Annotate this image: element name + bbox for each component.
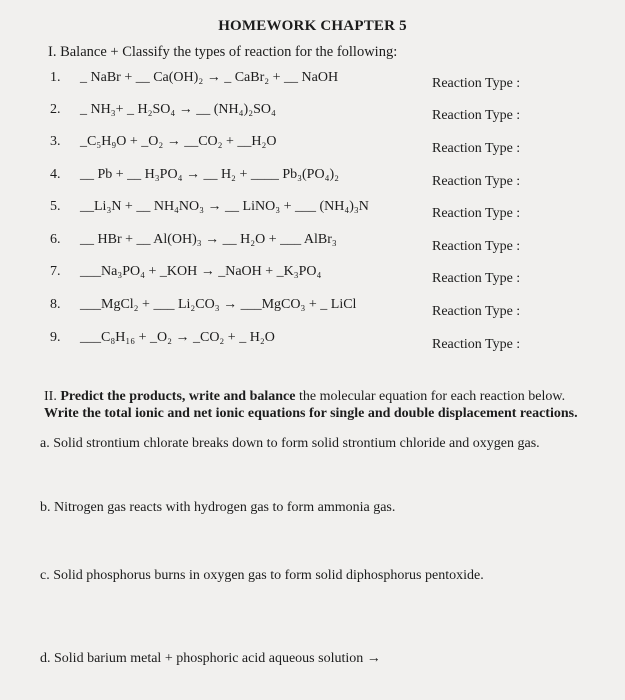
reaction-type-label-1: Reaction Type : bbox=[432, 76, 521, 91]
question-a: a. Solid strontium chlorate breaks down to form solid strontium chloride and oxygen gas. bbox=[40, 436, 540, 451]
reaction-type-label-2: Reaction Type : bbox=[432, 108, 521, 123]
reaction-number: 5. bbox=[50, 199, 61, 214]
reaction-equation: __ HBr + __ Al(OH)₃ → __ H₂O + ___ AlBr₃ bbox=[80, 232, 337, 247]
reaction-2 bbox=[50, 102, 276, 118]
reaction-9 bbox=[50, 330, 275, 346]
reaction-type-label-7: Reaction Type : bbox=[432, 271, 521, 286]
reaction-type-label-5: Reaction Type : bbox=[432, 206, 521, 221]
reaction-equation: ___MgCl₂ + ___ Li₂CO₃ → ___MgCO₃ + _ LiCl bbox=[80, 297, 357, 312]
reaction-1 bbox=[50, 70, 338, 86]
reaction-number: 4. bbox=[50, 167, 61, 182]
reaction-equation: __Li₃N + __ NH₄NO₃ → __ LiNO₃ + ___ (NH₄)₃N bbox=[80, 199, 369, 214]
section2-line2-b: for single and double displacement reactions. bbox=[308, 406, 578, 421]
reaction-number: 1. bbox=[50, 70, 61, 85]
reaction-number: 7. bbox=[50, 264, 61, 279]
reaction-type-label-6: Reaction Type : bbox=[432, 239, 521, 254]
reaction-8 bbox=[50, 297, 356, 313]
reaction-number: 3. bbox=[50, 134, 61, 149]
reaction-type-label-9: Reaction Type : bbox=[432, 337, 521, 352]
reaction-type-label-3: Reaction Type : bbox=[432, 141, 521, 156]
section2-prefix: II. bbox=[44, 389, 61, 404]
reaction-equation: ___Na₃PO₄ + _KOH → _NaOH + _K₃PO₄ bbox=[80, 264, 322, 279]
reaction-equation: _ NaBr + __ Ca(OH)₂ → _ CaBr₂ + __ NaOH bbox=[80, 70, 339, 85]
reaction-equation: _C₅H₉O + _O₂ → __CO₂ + __H₂O bbox=[80, 134, 277, 149]
reaction-number: 9. bbox=[50, 330, 61, 345]
question-b: b. Nitrogen gas reacts with hydrogen gas to form ammonia gas. bbox=[40, 500, 396, 515]
reaction-type-label-4: Reaction Type : bbox=[432, 174, 521, 189]
reaction-6 bbox=[50, 232, 337, 248]
question-d: d. Solid barium metal + phosphoric acid aqueous solution → bbox=[40, 651, 381, 666]
page-title: HOMEWORK CHAPTER 5 bbox=[218, 18, 407, 34]
section2-instructions bbox=[44, 388, 614, 422]
reaction-number: 8. bbox=[50, 297, 61, 312]
section2-bold-instruction: Predict the products, write and balance bbox=[60, 389, 296, 404]
reaction-equation: __ Pb + __ H₃PO₄ → __ H₂ + ____ Pb₃(PO₄)₂ bbox=[80, 167, 339, 182]
reaction-type-label-8: Reaction Type : bbox=[432, 304, 521, 319]
reaction-number: 2. bbox=[50, 102, 61, 117]
reaction-equation: _ NH₃+ _ H₂SO₄ → __ (NH₄)₂SO₄ bbox=[80, 102, 276, 117]
reaction-5 bbox=[50, 199, 369, 215]
reaction-7 bbox=[50, 264, 321, 280]
reaction-3 bbox=[50, 134, 277, 150]
reaction-number: 6. bbox=[50, 232, 61, 247]
section2-instruction-rest: the molecular equation for each reaction below. bbox=[295, 389, 566, 404]
section2-line1 bbox=[44, 388, 614, 405]
question-c: c. Solid phosphorus burns in oxygen gas to form solid diphosphorus pentoxide. bbox=[40, 568, 484, 583]
reaction-equation: ___C₈H₁₆ + _O₂ → _CO₂ + _ H₂O bbox=[80, 330, 275, 345]
section1-heading: I. Balance + Classify the types of reaction for the following: bbox=[48, 44, 398, 60]
reaction-4 bbox=[50, 167, 339, 183]
section2-line2 bbox=[44, 405, 614, 422]
section2-line2-a: Write the total ionic and net ionic equations bbox=[44, 406, 309, 421]
